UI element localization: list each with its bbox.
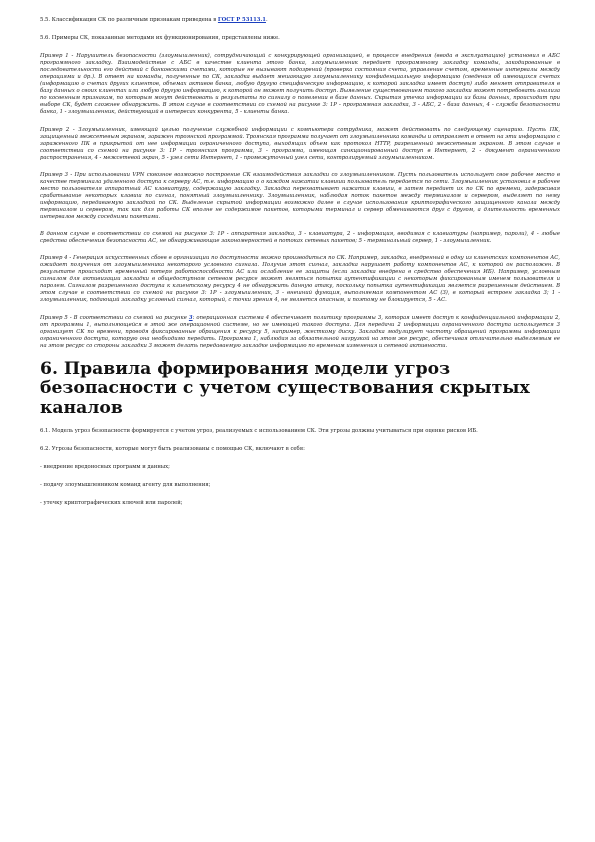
example-4: Пример 4 - Генерация искусственных сбоев в организации по доступности можно производиться по СК. Например, закладка, внедренный в одну из клиентских компонентов АС, ожидает получения от злоумышленника некоторого условного сигнала. Получив этот сигнал, закладка нарушает работу компонентов АС, к которой он расположен. В результате происходит временный потеря работоспособности АС или ослабление ее защиты (если закладка внедрена в средство обеспечения ИБ). Например, условным сигналом для активизации закладки в общедоступном сетевом ресурсе может являться попытка аутентификации с некоторым фиксированным именем пользователя и паролем. Сигналом разрешенного доступа к клиентскому ресурсу 4 не обнаружить данную атаку, поскольку попытка аутентификации является разрешенным действием. В этом случае в соответствии со схемой на рисунке 3: 1Р - злоумышленник, 3 - внешний функция, выполняемая компонентом АС (3), в который встроен закладка 3; 1 - злоумышленник, подающий закладку условный сигнал, который, с точки зрения 4, не является опасным, и поэтому не блокируется, 5 - АС. [40,255,560,304]
list-item: - внедрение вредоносных программ и данных; [40,464,170,471]
paragraph-5-6: 5.6. Примеры СК, показанные методами их функционирования, представлены ниже. [40,35,280,42]
example-2: Пример 2 - Злоумышленник, имеющий целью получение служебной информации с компьютера сотрудника, может действовать по следующему сценарию. Пусть ПК, защищенный межсетевым экраном, заражен троянской программой. Троянская программа получает от злоумышленника команды и отправляет в ответ на эти информацию с зараженного ПК в прикрытой от нее информации ограниченного доступа, выходящих объем как протокол HTTP, разрешенный межсетевым экраном. В этом случае в соответствии со схемой на рисунке 3: 1Р - троянская программа, 3 - программа, имеющая санкционированный доступ в Интернет, 2 - документ ограниченного распространения, 4 - межсетевой экран, 5 - узел сети Интернет, 1 - промежуточный узел сети, контролируемый злоумышленником. [40,126,560,161]
example-1: Пример 1 - Нарушитель безопасности (злоумышленник), сотрудничающий с конкурирующей организацией, в процессе внедрения (ввода в эксплуатацию) установил в АБС программного закладку. Взаимодействие с АБС в качестве клиента этого банка, злоумышленник передает программному закладку команды, закодированные в последовательности его действий с банковскими счетами, которые не вызывают подозрений (проверка состояния счета, управление счетом, временные интервалы между операциями и др.). В ответ на команды, полученные по СК, закладка выдает мешающую злоумышленнику конфиденциальную информацию (сведения об имеющихся счетах (информацию о счетах других клиентов, объемах активов банка, любую другую специфическую информацию, к которой закладка имеет доступ) либо меняет отправителя в базу данных о своих клиентах или любую другую информацию, к которой он может получить доступ. Выявление существованием такого закладки может потребовать анализа по косвенным признакам, по которым могут действовать и результаты по сигналу о появлении в базе данных. Скрытая утечка информации из базы данных, происходит при выборе СК, будет сложнее обнаружить. В этом случае в соответствии со схемой на рисунке 3: 1Р - программная закладка, 3 - АБС, 2 - база данных, 4 - служба безопасности банка, 1 - злоумышленник, действующий в интересах конкурента, 5 - клиенты банка. [40,53,560,116]
document-page [40,10,560,507]
paragraph-text: . [265,17,268,23]
paragraph-6-2: 6.2. Угрозы безопасности, которые могут быть реализованы с помощью СК, включают в себя: [40,446,305,453]
figure-3-link[interactable]: 3 [188,314,193,321]
example-3-note: В данном случае в соответствии со схемой на рисунке 3: 1Р - аппаратная закладка, 3 - клавиатура, 2 - информация, вводимая с клавиатуры (например, пароли), 4 - любые средства обеспечения безопасности АС, не обнаруживающие закономерностей в потоках сетевых пакетов; 5 - терминальный сервер, 1 - злоумышленник. [40,231,560,245]
paragraph-text: Пример 5 - В соответствии со схемой на рисунке [40,314,189,321]
paragraph-6-1: 6.1. Модель угроз безопасности формируется с учетом угроз, реализуемых с использованием СК. Эти угрозы должны учитываться при оценке рисков ИБ. [40,428,478,435]
section-6-heading: 6. Правила формирования модели угроз безопасности с учетом существования скрытых каналов [40,358,530,418]
paragraph-text: : операционная система 4 обеспечивает политику программы 3, которая имеет доступ к конфиденциальной информации 2, от программы 1, выполняющейся в этой же операционной системе, но не имеющей такого доступа. Для передачи 2 информации ограниченного доступа используется 3 организует СК по времени, проводя фиксированные обращения к ресурсу 5, например, жесткому диску. Закладка модулирует частоту обращений программы информации ограниченного доступа, которую она необходимо передать. Программа 1, наблюдая за обязательной нагрузкой на этом же ресурс, обеспечивая отличительно выделяемым ее на этом ресурс со стороны закладки 3 может делать передаваемую закладке информацию по временам изменения и сетевой активности. [40,314,560,349]
list-item: - подачу злоумышленником команд агенту для выполнения; [40,482,211,489]
example-5 [40,315,560,350]
paragraph-5-5 [40,17,560,24]
gost-link[interactable]: ГОСТ Р 53113.1 [217,17,266,23]
example-3: Пример 3 - При использовании VPN сквозное возможно построение СК взаимодействия закладки со злоумышленником. Пусть пользователь использует свое рабочее место в качестве терминала удаленного доступа к серверу АС, т.е. информацию о о каждом нажатии клавиши пользователь передается по сети. Злоумышленник установил в рабочее место пользователя аппаратный АС клавиатуру, содержащую закладку. Закладка перехватывает нажатия клавиш, в затем передает их по СК по времени, задерживая срабатывание некоторых клавиш по сигнал, понятный злоумышленнику. Злоумышленник, наблюдая поток пакетов между терминалом и сервером, выделяет по нему информацию, передаваемую закладкой по СК. Выделение скрытой информации возможно далее в случае использования криптографического защищенного канала между терминалом и сервером, так как для работы СК вполне не содержимое пакетов, которыми терминал и сервер обмениваются друг с другом, а длительность временных интервалов между соседними пакетами. [40,171,560,221]
paragraph-text: 5.5. Классификация СК по различным признакам приведена в [40,17,218,23]
list-item: - утечку криптографических ключей или паролей; [40,500,183,507]
